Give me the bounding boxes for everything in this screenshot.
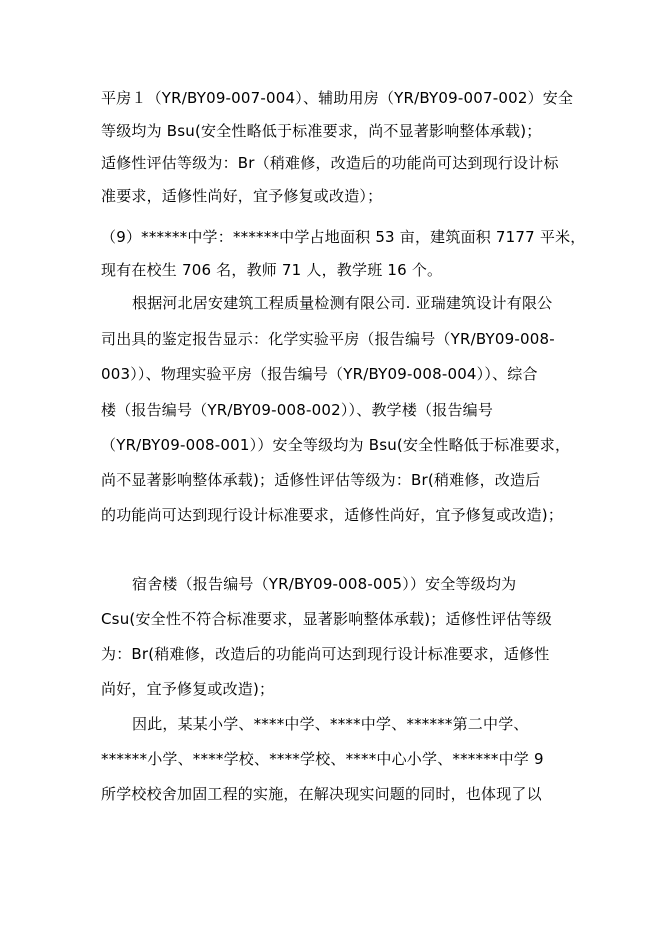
paragraph-line: （9）******中学：******中学占地面积 53 亩，建筑面积 7177 平米， — [101, 228, 586, 246]
paragraph-line: 准要求，适修性尚好，宜予修复或改造）； — [101, 187, 383, 205]
paragraph-line: 适修性评估等级为：Br（稍难修，改造后的功能尚可达到现行设计标 — [101, 154, 559, 172]
paragraph-line: 现有在校生 706 名，教师 71 人，教学班 16 个。 — [101, 261, 443, 279]
paragraph-line: （YR/BY09-008-001））安全等级均为 Bsu(安全性略低于标准要求， — [101, 436, 571, 454]
paragraph-line: 为：Br(稍难修，改造后的功能尚可达到现行设计标准要求，适修性 — [101, 645, 550, 663]
paragraph-line: 所学校校舍加固工程的实施，在解决现实问题的同时，也体现了以 — [101, 785, 542, 803]
paragraph-line: 的功能尚可达到现行设计标准要求，适修性尚好，宜予修复或改造)； — [101, 506, 564, 524]
paragraph-line: 尚好，宜予修复或改造)； — [101, 680, 275, 698]
paragraph-line: 楼（报告编号（YR/BY09-008-002））、教学楼（报告编号 — [101, 401, 494, 419]
paragraph-line: 003））、物理实验平房（报告编号（YR/BY09-008-004））、综合 — [101, 365, 538, 383]
paragraph-line: 根据河北居安建筑工程质量检测有限公司. 亚瑞建筑设计有限公 — [132, 294, 553, 312]
paragraph-line: 等级均为 Bsu(安全性略低于标准要求，尚不显著影响整体承载)； — [101, 122, 542, 140]
paragraph-line: ******小学、****学校、****学校、****中心小学、******中学 9 — [101, 750, 544, 768]
paragraph-line: Csu(安全性不符合标准要求，显著影响整体承载)；适修性评估等级 — [101, 610, 552, 628]
paragraph-line: 因此，某某小学、****中学、****中学、******第二中学、 — [132, 715, 529, 733]
paragraph-line: 平房１（YR/BY09-007-004）、辅助用房（YR/BY09-007-002）安全 — [101, 89, 574, 107]
paragraph-line: 尚不显著影响整体承载)；适修性评估等级为：Br(稍难修，改造后 — [101, 471, 541, 489]
paragraph-line: 宿舍楼（报告编号（YR/BY09-008-005））安全等级均为 — [132, 575, 517, 593]
paragraph-line: 司出具的鉴定报告显示：化学实验平房（报告编号（YR/BY09-008- — [101, 330, 555, 348]
